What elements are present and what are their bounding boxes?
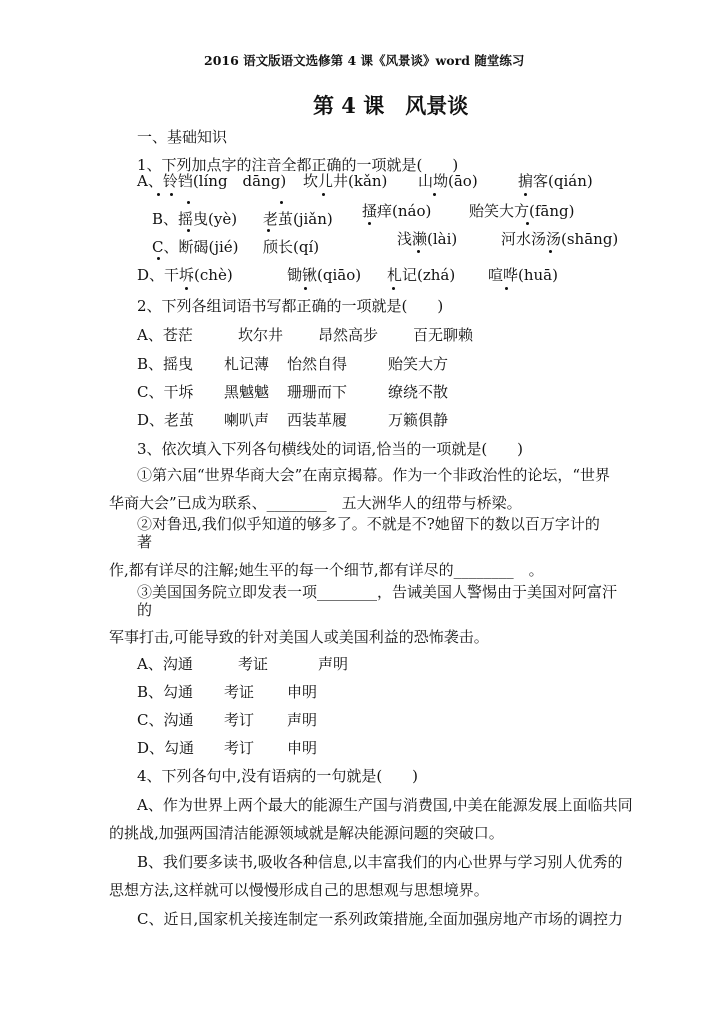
emphasis-dot (322, 193, 325, 196)
q3-sentence-2: ②对鲁迅,我们似乎知道的够多了。不就是不?她留下的数以百万字计的 (137, 515, 600, 533)
q4-option-b: B、我们要多读书,吸收各种信息,以丰富我们的内心世界与学习别人优秀的 (137, 853, 623, 871)
q4-option-a: A、作为世界上两个最大的能源生产国与消费国,中美在能源发展上面临共同 (137, 796, 633, 814)
option-item: C、沟通 (137, 711, 194, 729)
lesson-title: 第 4 课 风景谈 (313, 93, 469, 118)
q4-option-c: C、近日,国家机关接连制定一系列政策措施,全面加强房地产市场的调控力 (137, 910, 624, 928)
emphasis-dot (368, 222, 371, 225)
emphasis-dot (526, 222, 529, 225)
emphasis-dot (392, 287, 395, 290)
option-item: 声明 (318, 655, 349, 673)
option-item: 山坳(āo) (418, 172, 478, 190)
q3-sentence-1: ①第六届“世界华商大会”在南京揭幕。作为一个非政治性的论坛，“世界 (137, 466, 611, 484)
option-item: 颀长(qí) (263, 238, 320, 256)
emphasis-dot (304, 287, 307, 290)
option-item: 怡然自得 (287, 355, 348, 373)
option-item: 珊珊而下 (287, 383, 348, 401)
option-item: A、沟通 (137, 655, 193, 673)
emphasis-dot (417, 250, 420, 253)
emphasis-dot (280, 201, 283, 204)
option-item: 老茧(jiǎn) (263, 210, 333, 228)
option-item: D、勾通 (137, 739, 195, 757)
option-item: 黑魆魆 (224, 383, 270, 401)
q3-sentence-2-cont: 作,都有详尽的注解;她生平的每一个细节,都有详尽的________ 。 (109, 561, 544, 579)
q3-sentence-2-wrap: 著 (137, 533, 153, 551)
option-item: 喧哗(huā) (488, 266, 558, 284)
option-item: C、干坼 (137, 383, 194, 401)
section-heading: 一、基础知识 (137, 128, 228, 146)
option-item: 考订 (224, 739, 255, 757)
option-item: 申明 (287, 739, 318, 757)
emphasis-dot (187, 229, 190, 232)
option-item: 坎尔井 (238, 326, 284, 344)
option-item: 声明 (287, 711, 318, 729)
option-item: 喇叭声 (224, 411, 270, 429)
q4-option-b-cont: 思想方法,这样就可以慢慢形成自己的思想观与思想境界。 (109, 881, 489, 899)
q4-stem: 4、下列各句中,没有语病的一句就是( ) (137, 767, 419, 785)
q3-sentence-3-cont: 军事打击,可能导致的针对美国人或美国利益的恐怖袭击。 (109, 628, 489, 646)
q3-stem: 3、依次填入下列各句横线处的词语,恰当的一项就是( ) (137, 440, 524, 458)
option-item: 札记薄 (224, 355, 270, 373)
emphasis-dot (433, 193, 436, 196)
option-item: 浅濑(lài) (397, 230, 458, 248)
q1-stem: 1、下列加点字的注音全都正确的一项就是( ) (137, 156, 459, 174)
option-item: 西装革履 (287, 411, 348, 429)
option-item: B、勾通 (137, 683, 194, 701)
option-item: D、老茧 (137, 411, 195, 429)
emphasis-dot (549, 250, 552, 253)
q2-stem: 2、下列各组词语书写都正确的一项就是( ) (137, 297, 444, 315)
option-item: 贻笑大方 (388, 355, 449, 373)
option-item: 万籁俱静 (388, 411, 449, 429)
option-item: 搔痒(náo) (362, 202, 432, 220)
option-item: 考证 (224, 683, 255, 701)
emphasis-dot (187, 201, 190, 204)
option-item: 百无聊赖 (413, 326, 474, 344)
emphasis-dot (170, 193, 173, 196)
q3-sentence-3-wrap: 的 (137, 601, 153, 619)
option-item: 昂然高步 (318, 326, 379, 344)
option-item: 河水汤汤(shāng) (501, 230, 619, 248)
option-item: 坎儿井(kǎn) (303, 172, 388, 190)
option-item: 札记(zhá) (387, 266, 456, 284)
emphasis-dot (157, 193, 160, 196)
option-item: B、摇曳 (137, 355, 194, 373)
option-item: A、铃铛(líng dāng) (137, 172, 287, 190)
option-item: 缭绕不散 (388, 383, 449, 401)
q3-sentence-3: ③美国国务院立即发表一项________，告诫美国人警惕由于美国对阿富汗 (137, 583, 618, 601)
option-item: 申明 (287, 683, 318, 701)
emphasis-dot (524, 193, 527, 196)
option-item: 贻笑大方(fāng) (469, 202, 575, 220)
emphasis-dot (267, 229, 270, 232)
option-item: 考证 (238, 655, 269, 673)
option-item: 锄锹(qiāo) (287, 266, 362, 284)
emphasis-dot (185, 287, 188, 290)
option-item: A、苍茫 (137, 326, 193, 344)
emphasis-dot (157, 257, 160, 260)
emphasis-dot (505, 287, 508, 290)
option-item: D、干坼(chè) (137, 266, 233, 284)
q4-option-a-cont: 的挑战,加强两国清洁能源领域就是解决能源问题的突破口。 (109, 824, 504, 842)
page-header: 2016 语文版语文选修第 4 课《风景谈》word 随堂练习 (204, 53, 525, 68)
option-item: C、断碣(jié) (152, 238, 239, 256)
option-item: B、摇曳(yè) (152, 210, 238, 228)
option-item: 掮客(qián) (518, 172, 593, 190)
option-item: 考订 (224, 711, 255, 729)
q3-sentence-1-cont: 华商大会”已成为联系、________ 五大洲华人的纽带与桥梁。 (109, 494, 522, 512)
